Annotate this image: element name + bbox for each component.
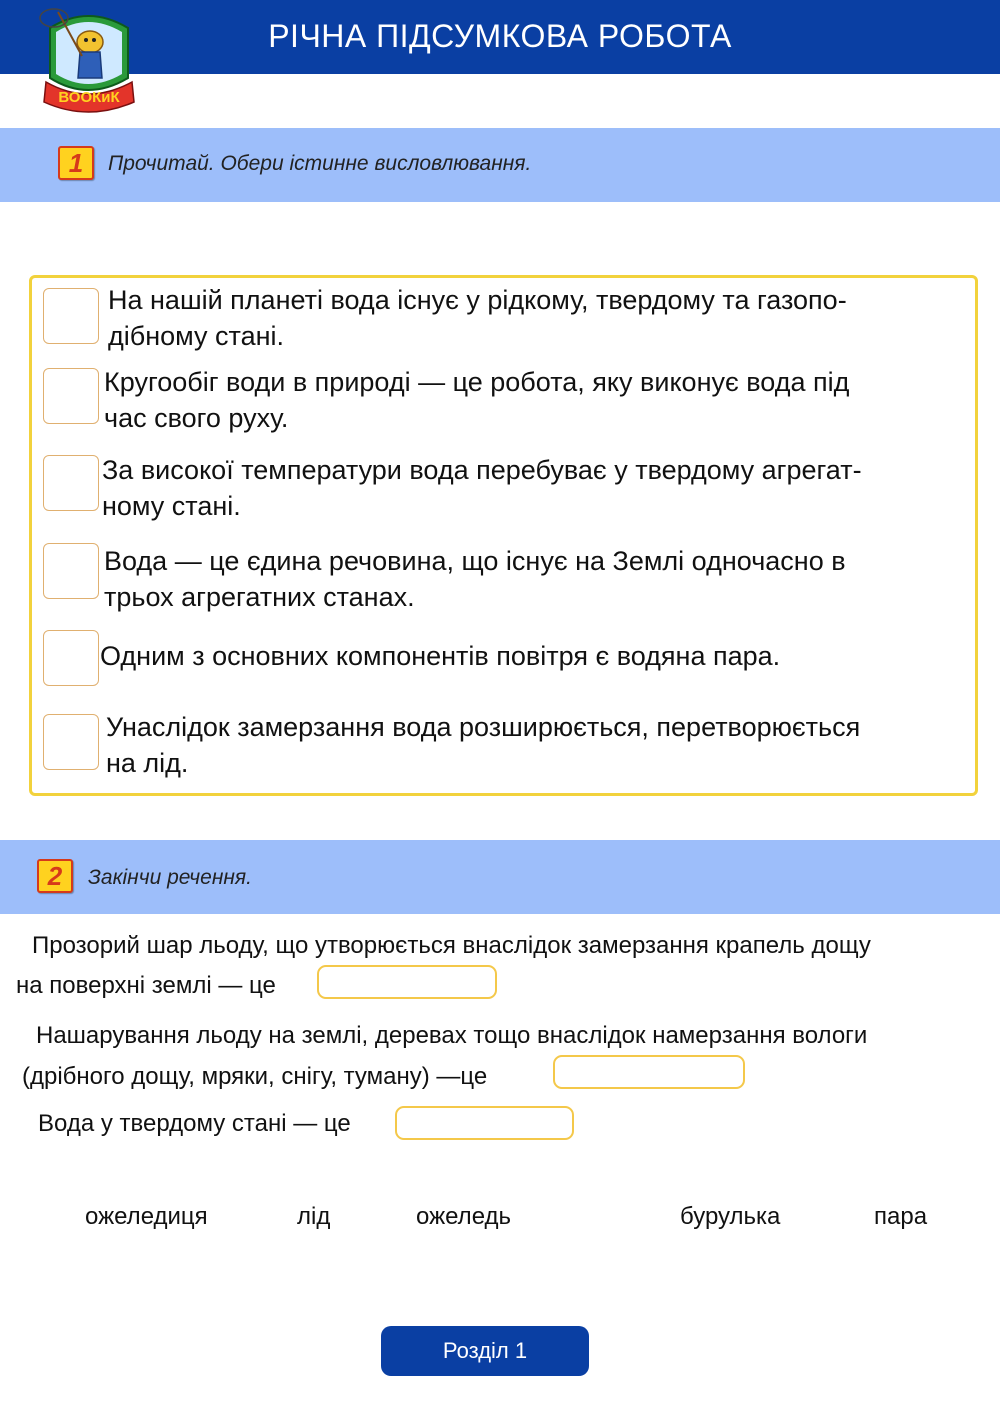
statement-checkbox-4[interactable] xyxy=(43,543,99,599)
sentence-1-line2: на поверхні землі — це xyxy=(16,972,276,999)
task1-header-band xyxy=(0,128,1000,202)
statement-2-line1: Кругообіг води в природі — це робота, яку виконує вода під xyxy=(104,367,850,397)
statement-checkbox-3[interactable] xyxy=(43,455,99,511)
task2-header-band xyxy=(0,840,1000,914)
statement-4 xyxy=(104,543,846,615)
answer-blank-3[interactable] xyxy=(395,1106,574,1140)
statement-3-line2: ному стані. xyxy=(102,491,241,521)
word-option-3[interactable]: ожеледь xyxy=(416,1203,512,1230)
task2-instruction: Закінчи речення. xyxy=(88,866,252,889)
task1-number-badge: 1 xyxy=(58,146,94,180)
statement-2-line2: час свого руху. xyxy=(104,403,289,433)
sentence-2-line1: Нашарування льоду на землі, деревах тощо внаслідок намерзання вологи xyxy=(36,1022,868,1049)
word-option-1[interactable]: ожеледиця xyxy=(85,1203,208,1230)
statement-3-line1: За високої температури вода перебуває у твердому агрегат- xyxy=(102,455,862,485)
statement-6-line2: на лід. xyxy=(106,748,189,778)
statement-6 xyxy=(106,709,860,781)
statement-checkbox-5[interactable] xyxy=(43,630,99,686)
task2-number-badge: 2 xyxy=(37,859,73,893)
bookik-logo-icon xyxy=(36,6,140,114)
answer-blank-2[interactable] xyxy=(553,1055,745,1089)
word-option-2[interactable]: лід xyxy=(297,1203,331,1230)
statement-1 xyxy=(108,282,847,354)
word-option-5[interactable]: пара xyxy=(874,1203,928,1230)
statement-5 xyxy=(100,638,780,674)
statement-1-line1: На нашій планеті вода існує у рідкому, твердому та газопо- xyxy=(108,285,847,315)
page-title: РІЧНА ПІДСУМКОВА РОБОТА xyxy=(268,18,732,54)
statement-checkbox-6[interactable] xyxy=(43,714,99,770)
statement-6-line1: Унаслідок замерзання вода розширюється, перетворюється xyxy=(106,712,861,742)
section-nav-button[interactable]: Розділ 1 xyxy=(381,1326,589,1376)
statement-4-line2: трьох агрегатних станах. xyxy=(104,582,415,612)
answer-blank-1[interactable] xyxy=(317,965,497,999)
word-option-4[interactable]: бурулька xyxy=(680,1203,781,1230)
task1-instruction: Прочитай. Обери істинне висловлювання. xyxy=(108,152,532,175)
statement-2 xyxy=(104,364,849,436)
header-bar xyxy=(0,0,1000,74)
statement-checkbox-2[interactable] xyxy=(43,368,99,424)
statement-4-line1: Вода — це єдина речовина, що існує на Землі одночасно в xyxy=(104,546,846,576)
statement-1-line2: дібному стані. xyxy=(108,321,285,351)
statement-3 xyxy=(102,452,862,524)
sentence-2-line2: (дрібного дощу, мряки, снігу, туману) —це xyxy=(22,1063,488,1090)
sentence-3-line1: Вода у твердому стані — це xyxy=(38,1110,351,1137)
statement-5-line1: Одним з основних компонентів повітря є водяна пара. xyxy=(100,641,781,671)
sentence-1-line1: Прозорий шар льоду, що утворюється внаслідок замерзання крапель дощу xyxy=(32,932,871,959)
statement-checkbox-1[interactable] xyxy=(43,288,99,344)
logo-text: ВООКиК xyxy=(58,89,120,106)
